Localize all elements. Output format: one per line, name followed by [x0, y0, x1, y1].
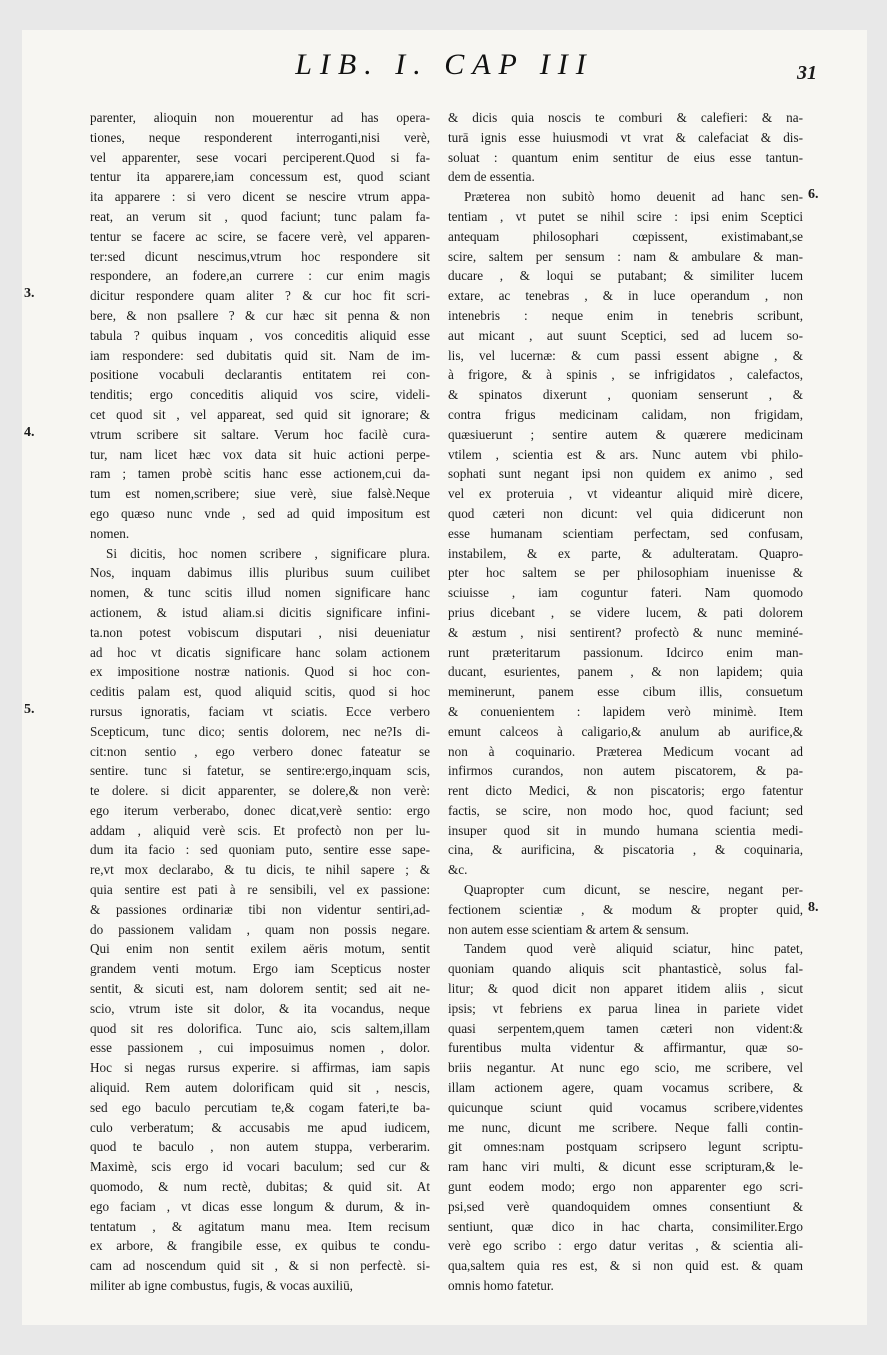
text-line: Maximè, scis ergo id vocari baculum; sed cur & [90, 1159, 430, 1175]
text-line: aut micant , aut suunt Sceptici, sed ad lucem so- [448, 327, 803, 343]
text-line: bere, & non psallere ? & cur hæc sit penna & non [90, 307, 430, 323]
text-line: ram hanc viri multi, & dicunt esse scripturam,& le- [448, 1159, 803, 1175]
text-line: esse humanam scientiam perfectam, sed confusam, [448, 525, 803, 541]
text-line: cit:non sentio , ego verbero donec fateatur se [90, 743, 430, 759]
book-page [22, 30, 867, 1325]
text-line: parenter, alioquin non mouerentur ad has opera- [90, 110, 430, 125]
text-line: quicunque sciunt quid vocamus scribere,videntes [448, 1099, 803, 1115]
text-line: ad hoc vt dicatis significare hanc solam actionem [90, 644, 430, 660]
text-line: & æstum , nisi sentirent? profectò & nunc meminé- [448, 624, 803, 640]
text-line: Præterea non subitò homo deuenit ad hanc sen- [464, 189, 803, 205]
text-line: gunt eodem modo; ergo non apparenter ego scri- [448, 1179, 803, 1195]
text-line: git omnes:nam postquam scripsero legunt scriptu- [448, 1139, 803, 1155]
text-line: tenditis; ergo conceditis aliquid vos scire, videli- [90, 387, 430, 403]
text-line: ducant, esurientes, panem , & non lapidem; quia [448, 664, 803, 680]
text-line: Si dicitis, hoc nomen scribere , significare plura. [106, 545, 430, 561]
text-line: verè ego scribo : ergo datur veritas , & scientia ali- [448, 1238, 803, 1254]
text-line: vel ex proteruia , vt videantur aliquid mirè dicere, [448, 486, 803, 502]
text-line: ducare , & loqui se putabant; & similiter lucem [448, 268, 803, 284]
text-line: aliquid. Rem autem dolorificam quid sit , nescis, [90, 1080, 430, 1096]
text-line: scire, saltem per sensum : nam & ambulare & man- [448, 248, 803, 264]
text-line: ter:sed dicunt nescimus,vtrum hoc respondere sit [90, 248, 430, 264]
text-line: sciuisse , iam coguntur fateri. Nam quomodo [448, 585, 803, 601]
text-line: furentibus multa videntur & affirmantur, quæ so- [448, 1040, 803, 1056]
text-line: psi,sed verè quandoquidem omnes consentiunt & [448, 1198, 803, 1214]
text-line: quia sentire est pati à re sensibili, vel ex passione: [90, 882, 430, 898]
text-line: ego faciam , vt dicas esse longum & durum, & in- [90, 1198, 430, 1214]
text-line: sentiunt, quæ dico in hac charta, consimiliter.Ergo [448, 1218, 803, 1234]
text-line: pter hoc saltem se per philosophiam inuenisse & [448, 565, 803, 581]
text-line: nomen, & tunc scitis illud nomen significare hanc [90, 585, 430, 601]
text-line: contra frigus medicinam calidam, non frigidam, [448, 406, 803, 422]
text-line: intenebris : neque enim in tenebris scribunt, [448, 307, 803, 323]
text-line: tum est nomen,scribere; siue verè, siue falsè.Neque [90, 486, 430, 502]
text-line: ceditis palam est, quod aliquid scitis, quod si hoc [90, 684, 430, 700]
text-line: tentur se facere ac scire, se facere verè, vel apparen- [90, 228, 430, 244]
text-line: qua,saltem quia res est, & si non quid est. & quam [448, 1258, 803, 1274]
left-text-column [90, 108, 430, 1296]
text-line: illam actionem agere, quam vocamus scribere, & [448, 1080, 803, 1096]
text-line: quomodo, & num rectè, dubitas; & quid sit. At [90, 1179, 430, 1195]
text-line: Hoc si negas rursus experire. si affirmas, iam sapis [90, 1060, 430, 1076]
margin-number: 3. [24, 286, 35, 302]
text-line: tiones, neque responderent interroganti,nisi verè, [90, 129, 430, 145]
text-line: lis, vel lucernæ: & cum passi essent abigne , & [448, 347, 803, 363]
text-line: ta.non potest vobiscum disputari , nisi deueniatur [90, 624, 430, 640]
text-line: tur, nam licet hæc vox data sit huic actioni perpe- [90, 446, 430, 462]
text-line: turā ignis esse huiusmodi vt vrat & calefaciat & dis- [448, 129, 803, 145]
text-line: à frigore, & à spinis , se infrigidatos , calefactos, [448, 367, 803, 383]
text-line: non autem esse scientiam & artem & sensum. [448, 921, 689, 937]
running-head: LIB. I. CAP III [295, 48, 594, 81]
margin-number: 4. [24, 424, 35, 440]
text-line: sophati sunt negant ipsi non quidem ex animo , sed [448, 466, 803, 482]
text-line: quod sit res dolorifica. Tunc aio, scis saltem,illam [90, 1020, 430, 1036]
text-line: tentiam , vt putet se nihil scire : ipsi enim Sceptici [448, 208, 803, 224]
text-line: tentur ita apparere,iam concessum est, quod sciant [90, 169, 430, 185]
text-line: grandem venti motum. Ergo iam Scepticus noster [90, 961, 430, 977]
text-line: Nos, inquam dabimus illis pluribus suum cuilibet [90, 565, 430, 581]
text-line: infirmos curandos, non autem piscatorem, & pa- [448, 763, 803, 779]
text-line: briis negantur. At nunc ego scio, me scribere, vel [448, 1060, 803, 1076]
margin-number: 8. [808, 900, 819, 915]
text-line: Qui enim non sentit exilem aëris motum, sentit [90, 941, 430, 957]
text-line: quoniam quando aliquis scit phantasticè, solus fal- [448, 961, 803, 977]
text-line: culo verberatum; & accusabis me apud iudicem, [90, 1119, 430, 1135]
text-line: ram ; tamen probè scitis hanc esse actionem,cui da- [90, 466, 430, 482]
text-line: non à coquinario. Præterea Medicum vocant ad [448, 743, 803, 759]
text-line: vtilem , scientia est & ars. Nunc autem vbi philo- [448, 446, 803, 462]
text-line: &c. [448, 862, 468, 878]
text-line: dem de essentia. [448, 169, 535, 185]
text-line: rursus ignoratis, faciam vt sciatis. Ecce verbero [90, 703, 430, 719]
text-line: Tandem quod verè aliquid sciatur, hinc patet, [464, 941, 803, 957]
right-text-column [448, 108, 803, 1296]
text-line: positione vocabuli declarantis entitatem rei con- [90, 367, 430, 383]
text-line: cam ad noscendum quid sit , & si non perfectè. si- [90, 1258, 430, 1274]
text-line: runt præteritarum passionum. Idcirco enim man- [448, 644, 803, 660]
text-line: quod te baculo , non autem stuppa, verberarim. [90, 1139, 430, 1155]
text-line: cina, & aurificina, & piscatoria , & coquinaria, [448, 842, 803, 858]
page-number: 31 [797, 62, 817, 84]
text-line: Quapropter cum dicunt, se nescire, negant per- [464, 882, 803, 898]
text-line: cet quod sit , vel appareat, sed quid sit ignorare; & [90, 406, 430, 422]
text-line: respondere, an fodere,an currere : cur enim magis [90, 268, 430, 284]
text-line: reat, an verum sit , quod faciunt; tunc palam fa- [90, 208, 430, 224]
text-line: scio, vtrum iste sit dolor, & ita vocandus, neque [90, 1000, 430, 1016]
text-line: vtrum scribere sit saltare. Verum hoc facilè cura- [90, 426, 430, 442]
text-line: sentire. tunc si fatetur, se sentire:ergo,inquam scis, [90, 763, 430, 779]
text-line: antequam philosophari cœpissent, existimabant,se [448, 228, 803, 244]
text-line: & spinatos dixerunt , quoniam senserunt , & [448, 387, 803, 403]
text-line: quæsiuerunt ; sentire autem & quærere medicinam [448, 426, 803, 442]
text-line: ex impositione nostræ nationis. Quod si hoc con- [90, 664, 430, 680]
text-line: te dolere. si dicit apparenter, se dolere,& non verè: [90, 783, 430, 799]
text-line: insuper quod sit in mundo humana scientia medi- [448, 822, 803, 838]
text-line: soluat : quantum enim sentitur de eius esse tantun- [448, 149, 803, 165]
text-line: & conuenientem : lapidem verò minimè. Item [448, 703, 803, 719]
text-line: dum ita facio : sed quoniam puto, sentire esse sape- [90, 842, 430, 858]
text-line: actionem, & istud aliam.si dicitis significare infini- [90, 604, 430, 620]
text-line: militer ab igne combustus, fugis, & vocas auxiliū, [90, 1278, 353, 1294]
margin-number: 6. [808, 187, 819, 203]
text-line: me nunc, dicunt me scribere. Neque falli contin- [448, 1119, 803, 1135]
text-line: tabula ? quibus inquam , vos conceditis aliquid esse [90, 327, 430, 343]
text-line: litur; & quod dicit non apparet itidem aliis , sicut [448, 981, 803, 997]
text-line: meminerunt, panem esse cibum illis, consuetum [448, 684, 803, 700]
text-line: quod cæteri non dicunt: vel quia didicerunt non [448, 505, 803, 521]
margin-number: 5. [24, 702, 35, 717]
text-line: ita apparere : si vero dicent se nescire vtrum appa- [90, 189, 430, 205]
text-line: omnis homo fatetur. [448, 1278, 554, 1294]
text-line: instabilem, & ex parte, & adulteratam. Quapro- [448, 545, 803, 561]
text-line: tentatum , & agitatum manu mea. Item recisum [90, 1218, 430, 1234]
text-line: quasi serpentem,quem tamen cæteri non vident:& [448, 1020, 803, 1036]
text-line: Scepticum, tunc dico; sentis dolorem, nec ne?Is di- [90, 723, 430, 739]
text-line: prius dicebant , se videre lucem, & pati dolorem [448, 604, 803, 620]
text-line: & dicis quia noscis te comburi & calefieri: & na- [448, 110, 803, 125]
text-line: sed ego baculo percutiam te,& cogam fateri,te ba- [90, 1099, 430, 1115]
text-line: dicitur respondere quam aliter ? & cur hoc fit scri- [90, 288, 430, 304]
text-line: do passionem validam , quam non possis negare. [90, 921, 430, 937]
text-line: rent dicto Medici, & non piscatoris; ergo fatentur [448, 783, 803, 799]
text-line: nomen. [90, 525, 130, 541]
text-line: re,vt mox declarabo, & tu dicis, te nihil sapere ; & [90, 862, 430, 878]
text-line: vel apparenter, sese vocari perciperent.Quod si fa- [90, 149, 430, 165]
text-line: extare, ac tenebras , & in luce operandum , non [448, 288, 803, 304]
text-line: emunt calceos à caligario,& anulum ab aurifice,& [448, 723, 803, 739]
text-line: addam , aliquid verè scis. Et profectò non per lu- [90, 822, 430, 838]
text-line: iam respondere: sed dubitatis quid sit. Nam de im- [90, 347, 430, 363]
text-line: ipsis; vt febriens ex parua linea in pariete videt [448, 1000, 803, 1016]
text-line: ego iterum verberabo, donec dicat,verè sentio: ergo [90, 802, 430, 818]
text-line: ego quæso nunc vnde , sed ad quid impositum est [90, 505, 430, 521]
text-line: ex arbore, & frangibile esse, ex quibus te condu- [90, 1238, 430, 1254]
text-line: factis, se scire, non modo hoc, quod faciunt; sed [448, 802, 803, 818]
text-line: esse passionem , cui imposuimus nomen , dolor. [90, 1040, 430, 1056]
text-line: sentit, & sicuti est, nam dolorem sentit; sed ait ne- [90, 981, 430, 997]
text-line: & passiones ordinariæ tibi non videntur sentiri,ad- [90, 901, 430, 917]
text-line: fectionem scientiæ , & modum & propter quid, [448, 901, 803, 917]
